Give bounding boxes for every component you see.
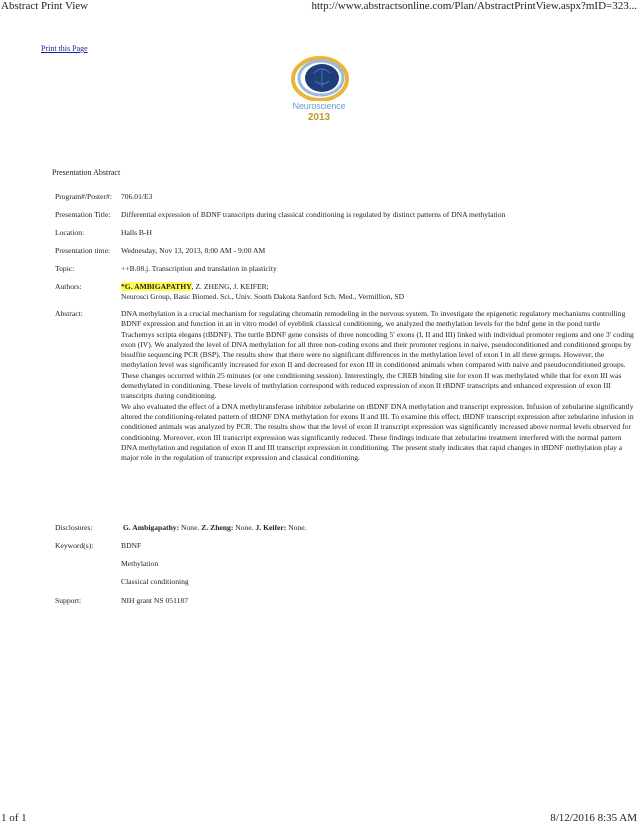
title-label: Presentation Title: bbox=[55, 210, 111, 219]
topic-label: Topic: bbox=[55, 264, 75, 273]
location-label: Location: bbox=[55, 228, 85, 237]
logo-year: 2013 bbox=[307, 112, 331, 123]
authors-names bbox=[121, 282, 634, 292]
abstract-label: Abstract: bbox=[55, 309, 83, 318]
authors-affiliation: Neurosci Group, Basic Biomed. Sci., Univ. South Dakota Sanford Sch. Med., Vermillion, SD bbox=[121, 292, 405, 302]
time-label: Presentation time: bbox=[55, 246, 111, 255]
support-value: NIH grant NS 051187 bbox=[121, 596, 189, 605]
page-header-title: Abstract Print View bbox=[1, 0, 89, 12]
disclosure-name: G. Ambigapathy: bbox=[123, 523, 180, 532]
brain-logo-icon bbox=[284, 51, 354, 101]
co-authors: , Z. ZHENG, J. KEIFER; bbox=[191, 282, 269, 291]
keyword-item: Classical conditioning bbox=[121, 577, 189, 586]
page-count: 1 of 1 bbox=[1, 812, 27, 824]
location-value: Halls B-H bbox=[121, 228, 153, 237]
program-label: Program#/Poster#: bbox=[55, 192, 112, 201]
print-datetime: 8/12/2016 8:35 AM bbox=[550, 812, 637, 824]
keyword-item: Methylation bbox=[121, 559, 159, 568]
time-value: Wednesday, Nov 13, 2013, 8:00 AM - 9:00 AM bbox=[121, 246, 266, 255]
abstract-paragraph-2: We also evaluated the effect of a DNA methyltransferase inhibitor zebularine on tBDNF DNA methylation and transcript expression. Infusion of zebularine significantly altered the conditioning-related pattern of tBDNF DNA methylation for exons II and III. To examine this effect, tBDNF transcript expression after zebularine infusion in conditioned animals was analyzed by PCR. The results show that the level of exon II transcript expression was significantly increased above normal levels observed for conditioning. Moreover, exon III transcript expression was significantly reduced. These findings indicate that zebularine treatment interfered with the normal pattern DNA methylation and regulation of exon II and III transcript expression in conditioning. The present study indicates that rapid changes in tBDNF methylation play a major role in the regulation of transcript expression and classical conditioning. bbox=[121, 401, 634, 463]
disclosure-value: None. bbox=[286, 523, 307, 532]
disclosures-value bbox=[123, 523, 636, 533]
keywords-list bbox=[121, 541, 634, 587]
authors-value bbox=[121, 282, 634, 303]
support-label: Support: bbox=[55, 596, 82, 605]
disclosure-name: Z. Zheng: bbox=[201, 523, 234, 532]
topic-value: ++B.08.j. Transcription and translation in plasticity bbox=[121, 264, 277, 273]
disclosures-label: Disclosures: bbox=[55, 523, 93, 532]
program-value: 706.01/E3 bbox=[121, 192, 153, 201]
abstract-paragraph-1: DNA methylation is a crucial mechanism for regulating chromatin remodeling in the nervous system. To investigate the epigenetic regulatory mechanisms controlling BDNF expression and function in an in vitro model of eyeblink classical conditioning, we analyzed the methylation levels for the bdnf gene in the pond turtle Trachemys scripta elegans (tBDNF). The turtle BDNF gene consists of three noncoding 5′ exons (I, II and III) linked with individual promoter regions and one 3′ coding exon (IV). We analyzed the level of DNA methylation for all three non-coding exons and their promoter regions in naive, pseudoconditioned and conditioned groups by bisulfite sequencing PCR (BSP). The results show that there were no significant differences in the methylation level of exon I in all three groups. However, the methylation level was significantly increased for exon II and decreased for exon III in conditioned animals when compared with naive and pseudoconditioned groups. These changes occurred within 25 minutes (or one conditioning session). Interestingly, the CREB binding site for exon II was methylated while that for exon III was demethylated in conditioning. These levels of methylation correspond with reduced expression of exon II tBDNF transcripts and enhanced expression of exon III transcripts during conditioning. bbox=[121, 309, 634, 401]
neuroscience-logo bbox=[284, 51, 354, 129]
disclosure-value: None. bbox=[233, 523, 256, 532]
logo-wordmark: Neuroscience bbox=[292, 101, 346, 111]
presenting-author: *G. AMBIGAPATHY bbox=[121, 282, 192, 291]
abstract-body bbox=[121, 309, 634, 463]
keywords-label: Keyword(s): bbox=[55, 541, 94, 550]
disclosure-value: None. bbox=[179, 523, 202, 532]
authors-label: Authors: bbox=[55, 282, 82, 291]
section-title: Presentation Abstract bbox=[52, 168, 121, 177]
print-page-link[interactable]: Print this Page bbox=[41, 44, 88, 53]
page-header-url: http://www.abstractsonline.com/Plan/AbstractPrintView.aspx?mID=323... bbox=[311, 0, 637, 12]
title-value: Differential expression of BDNF transcripts during classical conditioning is regulated by distinct patterns of DNA methylation bbox=[121, 210, 506, 219]
keyword-item: BDNF bbox=[121, 541, 142, 550]
disclosure-name: J. Keifer: bbox=[255, 523, 287, 532]
